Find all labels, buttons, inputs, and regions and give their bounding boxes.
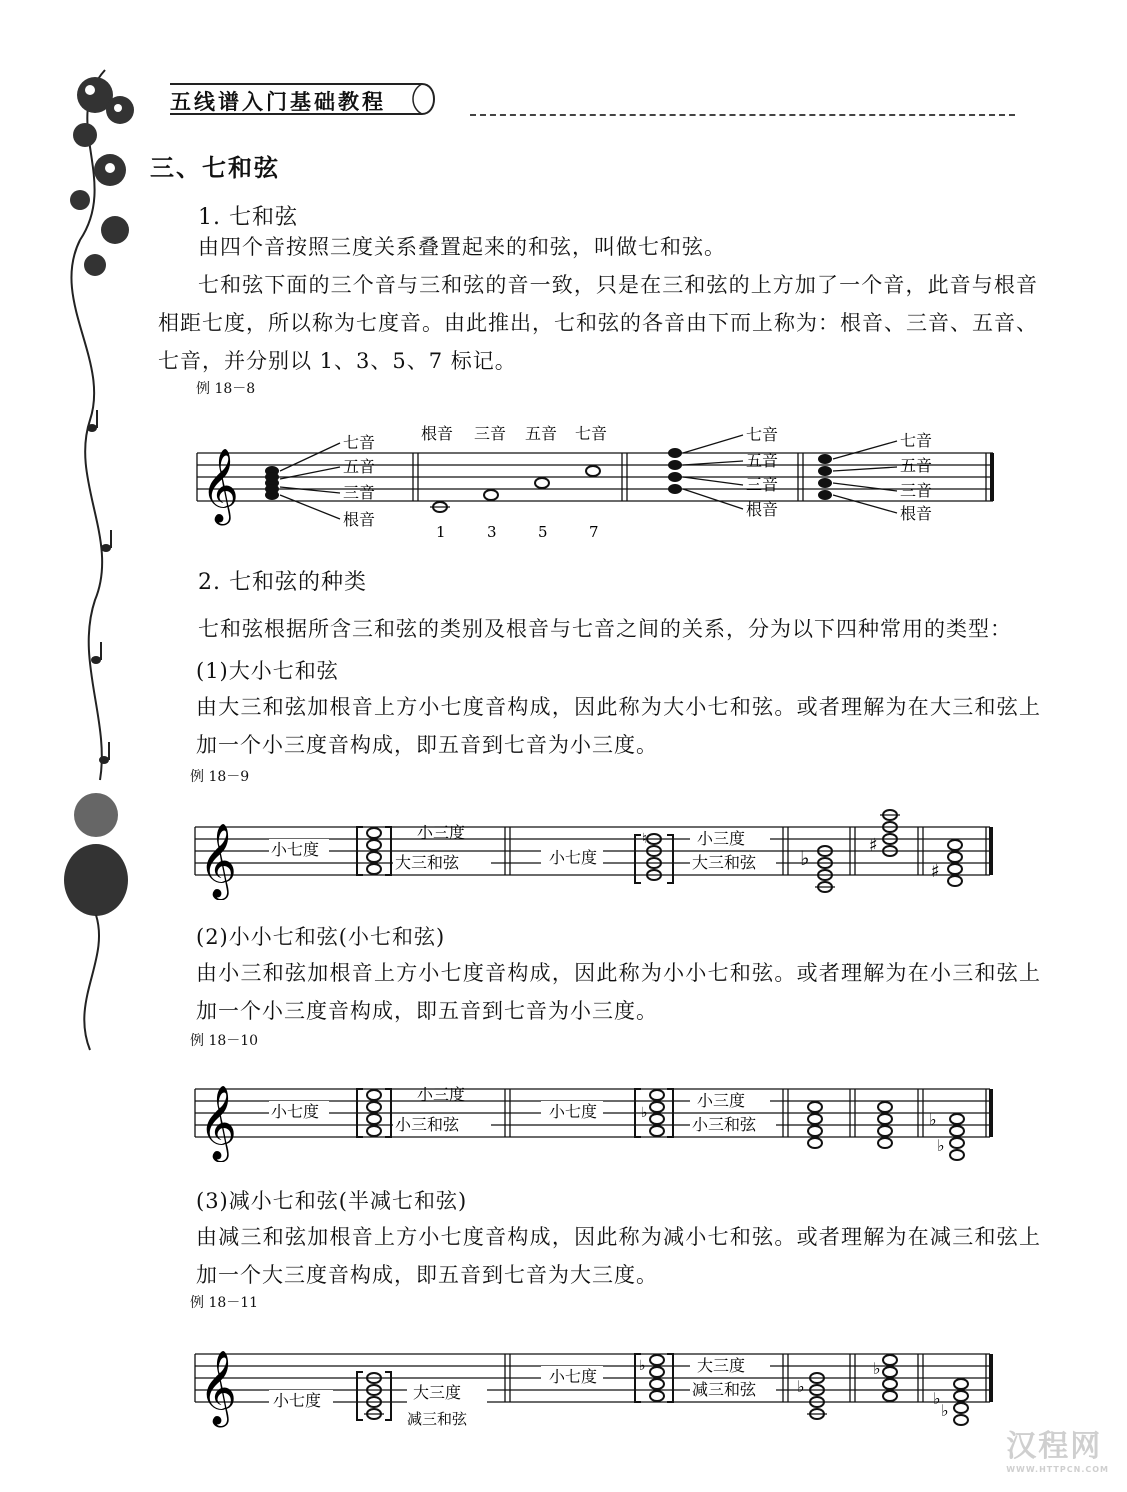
paragraph: 七和弦下面的三个音与三和弦的音一致，只是在三和弦的上方加了一个音，此音与根音相距七度，所以称为七度音。由此推出，七和弦的各音由下而上称为：根音、三音、五音、七音，并分别以 1、3、5、7 标记。 <box>158 273 1038 373</box>
flat-icon: ♭ <box>797 1377 805 1396</box>
tone-number: 7 <box>589 523 599 541</box>
paragraph: 由小三和弦加根音上方小七度音构成，因此称为小小七和弦。或者理解为在小三和弦上加一个小三度音构成，即五音到七音为小三度。 <box>196 961 1041 1023</box>
sharp-icon: ♯ <box>869 835 878 856</box>
flat-icon: ♭ <box>933 1389 941 1408</box>
example-label: 例 18－9 <box>190 769 250 785</box>
tone-number: 3 <box>487 523 497 541</box>
interval-label: 小三度 <box>697 1091 746 1110</box>
staff-example-18-9 <box>185 805 1000 900</box>
tone-label: 五音 <box>525 424 558 443</box>
tone-label: 五音 <box>746 451 779 470</box>
triad-label: 小三和弦 <box>395 1115 460 1134</box>
tone-number: 1 <box>436 523 446 541</box>
flat-icon: ♭ <box>800 846 810 870</box>
type-title: (1)大小七和弦 <box>196 659 339 683</box>
tone-label: 七音 <box>343 433 376 452</box>
tone-label: 根音 <box>343 510 376 529</box>
example-label: 例 18－8 <box>196 381 256 397</box>
tone-label: 五音 <box>343 457 376 476</box>
tone-label: 三音 <box>746 475 779 494</box>
natural-icon: ♮ <box>642 831 648 847</box>
flat-icon: ♭ <box>941 1401 949 1420</box>
flat-icon: ♭ <box>873 1359 881 1378</box>
flat-icon: ♭ <box>937 1136 945 1155</box>
triad-label: 减三和弦 <box>692 1380 757 1399</box>
treble-clef-icon: 𝄞 <box>199 1351 237 1425</box>
tone-label: 三音 <box>343 483 376 502</box>
staff-example-18-11 <box>185 1332 1000 1432</box>
triad-label: 大三和弦 <box>395 853 460 872</box>
interval-label: 小七度 <box>271 840 320 859</box>
tone-label: 三音 <box>474 424 507 443</box>
watermark-brand: 汉程网 <box>1006 1429 1103 1464</box>
book-title: 五线谱入门基础教程 <box>170 89 386 114</box>
tone-label: 七音 <box>575 424 608 443</box>
watermark-url: WWW.HTTPCN.COM <box>1006 1465 1109 1474</box>
interval-label: 小七度 <box>271 1102 320 1121</box>
flat-icon: ♭ <box>929 1110 937 1129</box>
tone-number: 5 <box>538 523 548 541</box>
treble-clef-icon: 𝄞 <box>199 1086 237 1160</box>
treble-clef-icon: 𝄞 <box>201 449 239 523</box>
subsection-title: 2. 七和弦的种类 <box>198 570 367 595</box>
interval-label: 大三度 <box>697 1356 746 1375</box>
section-title: 三、七和弦 <box>150 153 280 182</box>
interval-label: 小七度 <box>549 848 598 867</box>
tone-label: 七音 <box>900 431 933 450</box>
paragraph: 由四个音按照三度关系叠置起来的和弦，叫做七和弦。 <box>198 235 726 259</box>
decorative-vine <box>0 0 150 1060</box>
sharp-icon: ♯ <box>931 861 940 882</box>
tone-label: 七音 <box>746 425 779 444</box>
flat-icon: ♭ <box>641 1105 648 1121</box>
flat-icon: ♭ <box>639 1358 646 1374</box>
tone-label: 根音 <box>421 424 454 443</box>
staff-example-18-10 <box>185 1067 1000 1162</box>
interval-label: 小七度 <box>273 1391 322 1410</box>
subsection-title: 1. 七和弦 <box>198 205 298 230</box>
treble-clef-icon: 𝄞 <box>199 824 237 898</box>
tone-label: 三音 <box>900 481 933 500</box>
type-title: (3)减小七和弦(半减七和弦) <box>196 1189 468 1213</box>
paragraph: 由减三和弦加根音上方小七度音构成，因此称为减小七和弦。或者理解为在减三和弦上加一个大三度音构成，即五音到七音为大三度。 <box>196 1225 1041 1287</box>
interval-label: 小七度 <box>549 1367 598 1386</box>
triad-label: 小三和弦 <box>692 1115 757 1134</box>
type-title: (2)小小七和弦(小七和弦) <box>196 925 446 949</box>
interval-label: 小三度 <box>417 823 466 842</box>
staff-example-18-8 <box>185 415 1005 545</box>
paragraph: 七和弦根据所含三和弦的类别及根音与七音之间的关系，分为以下四种常用的类型： <box>198 617 1012 641</box>
example-label: 例 18－11 <box>190 1295 259 1311</box>
triad-label: 大三和弦 <box>692 853 757 872</box>
example-label: 例 18－10 <box>190 1033 259 1049</box>
interval-label: 大三度 <box>413 1383 462 1402</box>
tone-label: 根音 <box>746 500 779 519</box>
tone-label: 根音 <box>900 504 933 523</box>
interval-label: 小三度 <box>417 1085 466 1104</box>
interval-label: 小七度 <box>549 1102 598 1121</box>
header-divider <box>470 114 1015 116</box>
tone-label: 五音 <box>900 456 933 475</box>
watermark <box>1006 1421 1109 1474</box>
paragraph: 由大三和弦加根音上方小七度音构成，因此称为大小七和弦。或者理解为在大三和弦上加一个小三度音构成，即五音到七音为小三度。 <box>196 695 1041 757</box>
triad-label: 减三和弦 <box>407 1410 468 1428</box>
interval-label: 小三度 <box>697 829 746 848</box>
